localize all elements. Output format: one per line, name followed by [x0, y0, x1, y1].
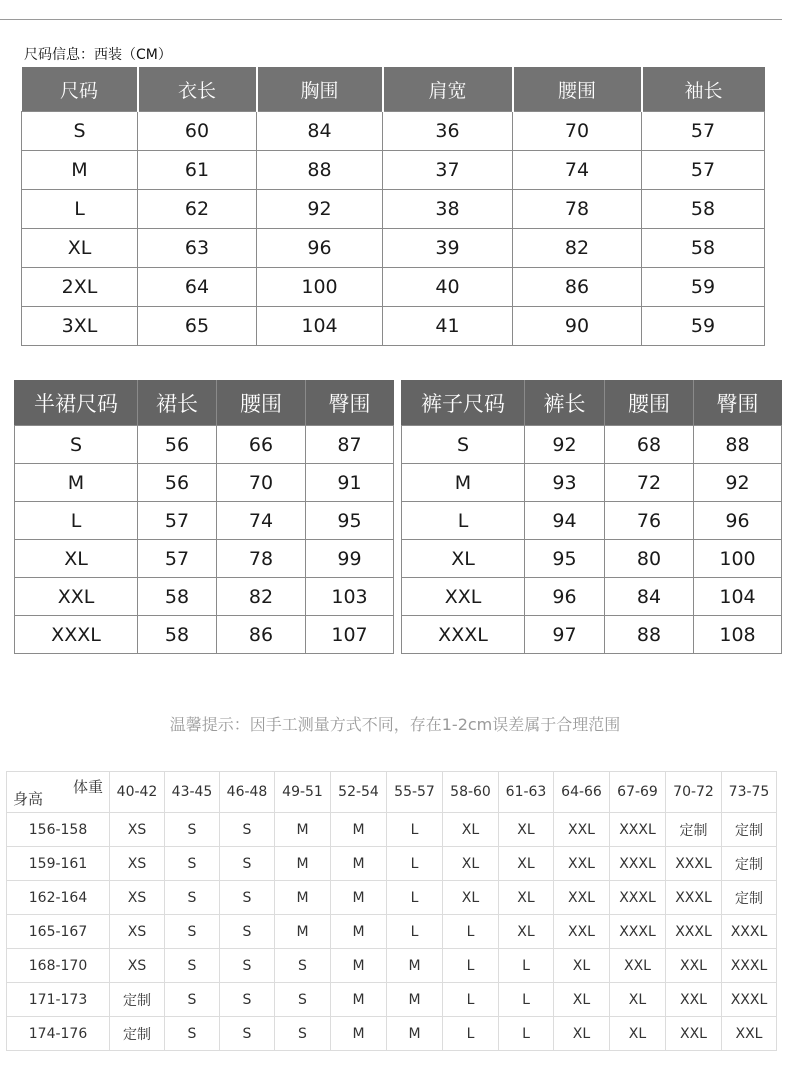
pants-table-cell: 68: [605, 426, 694, 464]
recommended-size-cell: S: [220, 847, 275, 881]
suit-table-cell: XL: [22, 229, 138, 268]
weight-range-cell: 58-60: [443, 772, 499, 813]
skirt-table-row: [15, 616, 394, 654]
recommended-size-cell: XL: [443, 881, 499, 915]
height-row: [7, 949, 777, 983]
recommended-size-cell: XXL: [610, 949, 666, 983]
skirt-table-cell: 87: [306, 426, 394, 464]
recommended-size-cell: L: [443, 1017, 499, 1051]
suit-table-cell: 40: [383, 268, 513, 307]
skirt-table-cell: 57: [138, 540, 217, 578]
skirt-table-cell: 66: [217, 426, 306, 464]
skirt-table-row: [15, 540, 394, 578]
suit-table-cell: 37: [383, 151, 513, 190]
recommended-size-cell: S: [165, 813, 220, 847]
recommended-size-cell: 定制: [722, 881, 777, 915]
suit-table-row: [22, 307, 765, 346]
recommended-size-cell: S: [165, 949, 220, 983]
suit-table-cell: 36: [383, 112, 513, 151]
recommended-size-cell: S: [220, 983, 275, 1017]
height-row: [7, 983, 777, 1017]
suit-table-cell: 65: [138, 307, 257, 346]
height-row: [7, 1017, 777, 1051]
height-range-cell: 159-161: [7, 847, 110, 881]
suit-header-cell: 胸围: [257, 67, 383, 112]
suit-table-cell: 82: [513, 229, 642, 268]
pants-table-cell: 88: [694, 426, 782, 464]
recommended-size-cell: M: [387, 983, 443, 1017]
recommended-size-cell: M: [331, 847, 387, 881]
recommended-size-cell: XL: [443, 813, 499, 847]
corner-cell: [7, 772, 110, 813]
suit-size-table: [21, 67, 765, 346]
height-label: 身高: [13, 790, 44, 808]
pants-header-cell: 腰围: [605, 381, 694, 426]
suit-table-row: [22, 151, 765, 190]
recommended-size-cell: 定制: [722, 847, 777, 881]
skirt-size-table: [14, 380, 394, 654]
height-row: [7, 847, 777, 881]
suit-table-cell: L: [22, 190, 138, 229]
weight-range-cell: 43-45: [165, 772, 220, 813]
recommended-size-cell: S: [165, 1017, 220, 1051]
skirt-table-cell: XL: [15, 540, 138, 578]
recommended-size-cell: XS: [110, 915, 165, 949]
suit-table-cell: 39: [383, 229, 513, 268]
suit-table-cell: 57: [642, 151, 765, 190]
suit-header-cell: 尺码: [22, 67, 138, 112]
recommended-size-cell: S: [220, 881, 275, 915]
height-row: [7, 813, 777, 847]
recommended-size-cell: 定制: [722, 813, 777, 847]
suit-table-cell: 60: [138, 112, 257, 151]
recommended-size-cell: XL: [554, 983, 610, 1017]
recommended-size-cell: M: [331, 881, 387, 915]
recommended-size-cell: L: [499, 949, 554, 983]
recommended-size-cell: XXL: [666, 949, 722, 983]
recommended-size-cell: M: [275, 881, 331, 915]
recommended-size-cell: XXXL: [610, 847, 666, 881]
weight-range-cell: 61-63: [499, 772, 554, 813]
pants-table-row: [402, 502, 782, 540]
pants-header-cell: 裤子尺码: [402, 381, 525, 426]
weight-range-cell: 64-66: [554, 772, 610, 813]
pants-table-cell: 96: [694, 502, 782, 540]
skirt-table-cell: M: [15, 464, 138, 502]
recommended-size-cell: M: [275, 847, 331, 881]
suit-table-cell: 58: [642, 229, 765, 268]
height-range-cell: 156-158: [7, 813, 110, 847]
pants-table-cell: 97: [525, 616, 605, 654]
recommended-size-cell: L: [443, 983, 499, 1017]
recommended-size-cell: M: [331, 813, 387, 847]
weight-range-cell: 55-57: [387, 772, 443, 813]
suit-table-cell: 84: [257, 112, 383, 151]
skirt-header-cell: 裙长: [138, 381, 217, 426]
suit-table-cell: 78: [513, 190, 642, 229]
pants-table-cell: L: [402, 502, 525, 540]
measurement-tip: 温馨提示：因手工测量方式不同，存在1-2cm误差属于合理范围: [169, 715, 621, 734]
recommended-size-cell: L: [387, 847, 443, 881]
skirt-table-cell: 57: [138, 502, 217, 540]
suit-table-cell: 104: [257, 307, 383, 346]
skirt-table-cell: XXXL: [15, 616, 138, 654]
suit-header-row: [22, 67, 765, 112]
recommended-size-cell: XXL: [554, 847, 610, 881]
suit-table-cell: 57: [642, 112, 765, 151]
skirt-table-cell: 107: [306, 616, 394, 654]
suit-table-cell: 59: [642, 307, 765, 346]
suit-table-cell: 41: [383, 307, 513, 346]
recommended-size-cell: XXXL: [722, 915, 777, 949]
weight-range-cell: 70-72: [666, 772, 722, 813]
recommended-size-cell: M: [275, 915, 331, 949]
pants-size-table: [401, 380, 782, 654]
skirt-table-row: [15, 464, 394, 502]
recommended-size-cell: S: [165, 915, 220, 949]
recommended-size-cell: M: [331, 915, 387, 949]
suit-table-cell: 59: [642, 268, 765, 307]
skirt-table-cell: 56: [138, 464, 217, 502]
recommended-size-cell: XS: [110, 949, 165, 983]
recommended-size-cell: S: [220, 949, 275, 983]
skirt-table-cell: 86: [217, 616, 306, 654]
suit-table-cell: 2XL: [22, 268, 138, 307]
weight-range-cell: 67-69: [610, 772, 666, 813]
recommended-size-cell: XS: [110, 847, 165, 881]
pants-header-cell: 臀围: [694, 381, 782, 426]
skirt-table-cell: L: [15, 502, 138, 540]
skirt-header-cell: 臀围: [306, 381, 394, 426]
top-divider: [0, 19, 782, 20]
pants-table-row: [402, 464, 782, 502]
pants-table-cell: 76: [605, 502, 694, 540]
recommended-size-cell: XL: [499, 881, 554, 915]
height-weight-table: [6, 771, 777, 1051]
recommended-size-cell: S: [165, 847, 220, 881]
recommended-size-cell: 定制: [110, 983, 165, 1017]
skirt-table-cell: 74: [217, 502, 306, 540]
recommended-size-cell: XL: [610, 983, 666, 1017]
skirt-table-cell: 82: [217, 578, 306, 616]
suit-table-row: [22, 268, 765, 307]
pants-table-row: [402, 426, 782, 464]
suit-header-cell: 袖长: [642, 67, 765, 112]
recommended-size-cell: L: [499, 1017, 554, 1051]
recommended-size-cell: S: [275, 949, 331, 983]
recommended-size-cell: M: [387, 1017, 443, 1051]
recommended-size-cell: M: [331, 949, 387, 983]
skirt-table-cell: 58: [138, 578, 217, 616]
weight-header-row: [7, 772, 777, 813]
suit-table-cell: 58: [642, 190, 765, 229]
recommended-size-cell: XXL: [722, 1017, 777, 1051]
recommended-size-cell: XL: [610, 1017, 666, 1051]
recommended-size-cell: L: [443, 915, 499, 949]
suit-table-cell: 86: [513, 268, 642, 307]
pants-table-cell: 80: [605, 540, 694, 578]
pants-table-cell: 84: [605, 578, 694, 616]
recommended-size-cell: M: [331, 983, 387, 1017]
suit-table-cell: 3XL: [22, 307, 138, 346]
pants-table-row: [402, 540, 782, 578]
pants-table-cell: S: [402, 426, 525, 464]
recommended-size-cell: XXL: [554, 813, 610, 847]
recommended-size-cell: XXXL: [666, 881, 722, 915]
suit-table-cell: 100: [257, 268, 383, 307]
recommended-size-cell: M: [275, 813, 331, 847]
height-row: [7, 881, 777, 915]
recommended-size-cell: M: [387, 949, 443, 983]
skirt-table-cell: 103: [306, 578, 394, 616]
recommended-size-cell: XXL: [666, 1017, 722, 1051]
recommended-size-cell: M: [331, 1017, 387, 1051]
weight-range-cell: 73-75: [722, 772, 777, 813]
pants-table-cell: 92: [525, 426, 605, 464]
height-range-cell: 174-176: [7, 1017, 110, 1051]
recommended-size-cell: XXXL: [610, 813, 666, 847]
pants-table-cell: XL: [402, 540, 525, 578]
suit-table-row: [22, 229, 765, 268]
pants-table-cell: 93: [525, 464, 605, 502]
recommended-size-cell: XL: [499, 847, 554, 881]
recommended-size-cell: L: [387, 881, 443, 915]
recommended-size-cell: S: [165, 881, 220, 915]
suit-table-cell: M: [22, 151, 138, 190]
height-range-cell: 165-167: [7, 915, 110, 949]
skirt-table-cell: S: [15, 426, 138, 464]
pants-table-row: [402, 616, 782, 654]
pants-table-cell: M: [402, 464, 525, 502]
recommended-size-cell: XXXL: [722, 983, 777, 1017]
pants-table-cell: 92: [694, 464, 782, 502]
recommended-size-cell: XL: [499, 915, 554, 949]
pants-table-cell: XXXL: [402, 616, 525, 654]
pants-table-cell: 104: [694, 578, 782, 616]
recommended-size-cell: S: [275, 983, 331, 1017]
recommended-size-cell: L: [499, 983, 554, 1017]
weight-range-cell: 40-42: [110, 772, 165, 813]
recommended-size-cell: L: [387, 813, 443, 847]
suit-table-cell: 38: [383, 190, 513, 229]
recommended-size-cell: 定制: [110, 1017, 165, 1051]
recommended-size-cell: XL: [443, 847, 499, 881]
recommended-size-cell: XXL: [554, 881, 610, 915]
suit-header-cell: 衣长: [138, 67, 257, 112]
suit-table-cell: 61: [138, 151, 257, 190]
pants-header-cell: 裤长: [525, 381, 605, 426]
weight-range-cell: 49-51: [275, 772, 331, 813]
pants-table-cell: 88: [605, 616, 694, 654]
suit-table-cell: 96: [257, 229, 383, 268]
skirt-table-cell: 70: [217, 464, 306, 502]
weight-range-cell: 46-48: [220, 772, 275, 813]
suit-header-cell: 腰围: [513, 67, 642, 112]
recommended-size-cell: XL: [554, 949, 610, 983]
suit-table-row: [22, 112, 765, 151]
recommended-size-cell: XXXL: [666, 915, 722, 949]
pants-table-cell: 95: [525, 540, 605, 578]
height-range-cell: 168-170: [7, 949, 110, 983]
suit-table-row: [22, 190, 765, 229]
suit-table-cell: 62: [138, 190, 257, 229]
pants-table-cell: XXL: [402, 578, 525, 616]
skirt-header-cell: 腰围: [217, 381, 306, 426]
recommended-size-cell: XXL: [554, 915, 610, 949]
suit-table-cell: 92: [257, 190, 383, 229]
pants-header-row: [402, 381, 782, 426]
pants-table-row: [402, 578, 782, 616]
suit-table-cell: 74: [513, 151, 642, 190]
recommended-size-cell: S: [220, 1017, 275, 1051]
recommended-size-cell: XL: [554, 1017, 610, 1051]
recommended-size-cell: S: [220, 915, 275, 949]
suit-table-cell: 70: [513, 112, 642, 151]
recommended-size-cell: XL: [499, 813, 554, 847]
height-row: [7, 915, 777, 949]
weight-label: 体重: [72, 778, 103, 796]
recommended-size-cell: L: [443, 949, 499, 983]
pants-table-cell: 96: [525, 578, 605, 616]
recommended-size-cell: XXXL: [610, 915, 666, 949]
suit-header-cell: 肩宽: [383, 67, 513, 112]
skirt-table-cell: 56: [138, 426, 217, 464]
recommended-size-cell: XS: [110, 881, 165, 915]
skirt-table-cell: 91: [306, 464, 394, 502]
pants-table-cell: 72: [605, 464, 694, 502]
weight-range-cell: 52-54: [331, 772, 387, 813]
skirt-table-row: [15, 502, 394, 540]
pants-table-cell: 94: [525, 502, 605, 540]
skirt-table-cell: 99: [306, 540, 394, 578]
recommended-size-cell: S: [220, 813, 275, 847]
recommended-size-cell: L: [387, 915, 443, 949]
skirt-header-row: [15, 381, 394, 426]
skirt-table-row: [15, 426, 394, 464]
skirt-table-cell: 58: [138, 616, 217, 654]
recommended-size-cell: XXXL: [610, 881, 666, 915]
recommended-size-cell: XS: [110, 813, 165, 847]
recommended-size-cell: XXL: [666, 983, 722, 1017]
suit-table-cell: S: [22, 112, 138, 151]
pants-table-cell: 100: [694, 540, 782, 578]
suit-title: 尺码信息：西装（CM）: [24, 47, 172, 63]
recommended-size-cell: XXXL: [666, 847, 722, 881]
recommended-size-cell: S: [275, 1017, 331, 1051]
skirt-table-cell: XXL: [15, 578, 138, 616]
skirt-table-cell: 95: [306, 502, 394, 540]
recommended-size-cell: S: [165, 983, 220, 1017]
height-range-cell: 162-164: [7, 881, 110, 915]
height-range-cell: 171-173: [7, 983, 110, 1017]
recommended-size-cell: 定制: [666, 813, 722, 847]
suit-table-cell: 64: [138, 268, 257, 307]
skirt-table-row: [15, 578, 394, 616]
suit-table-cell: 63: [138, 229, 257, 268]
suit-table-cell: 88: [257, 151, 383, 190]
recommended-size-cell: XXXL: [722, 949, 777, 983]
skirt-table-cell: 78: [217, 540, 306, 578]
skirt-header-cell: 半裙尺码: [15, 381, 138, 426]
suit-table-cell: 90: [513, 307, 642, 346]
pants-table-cell: 108: [694, 616, 782, 654]
